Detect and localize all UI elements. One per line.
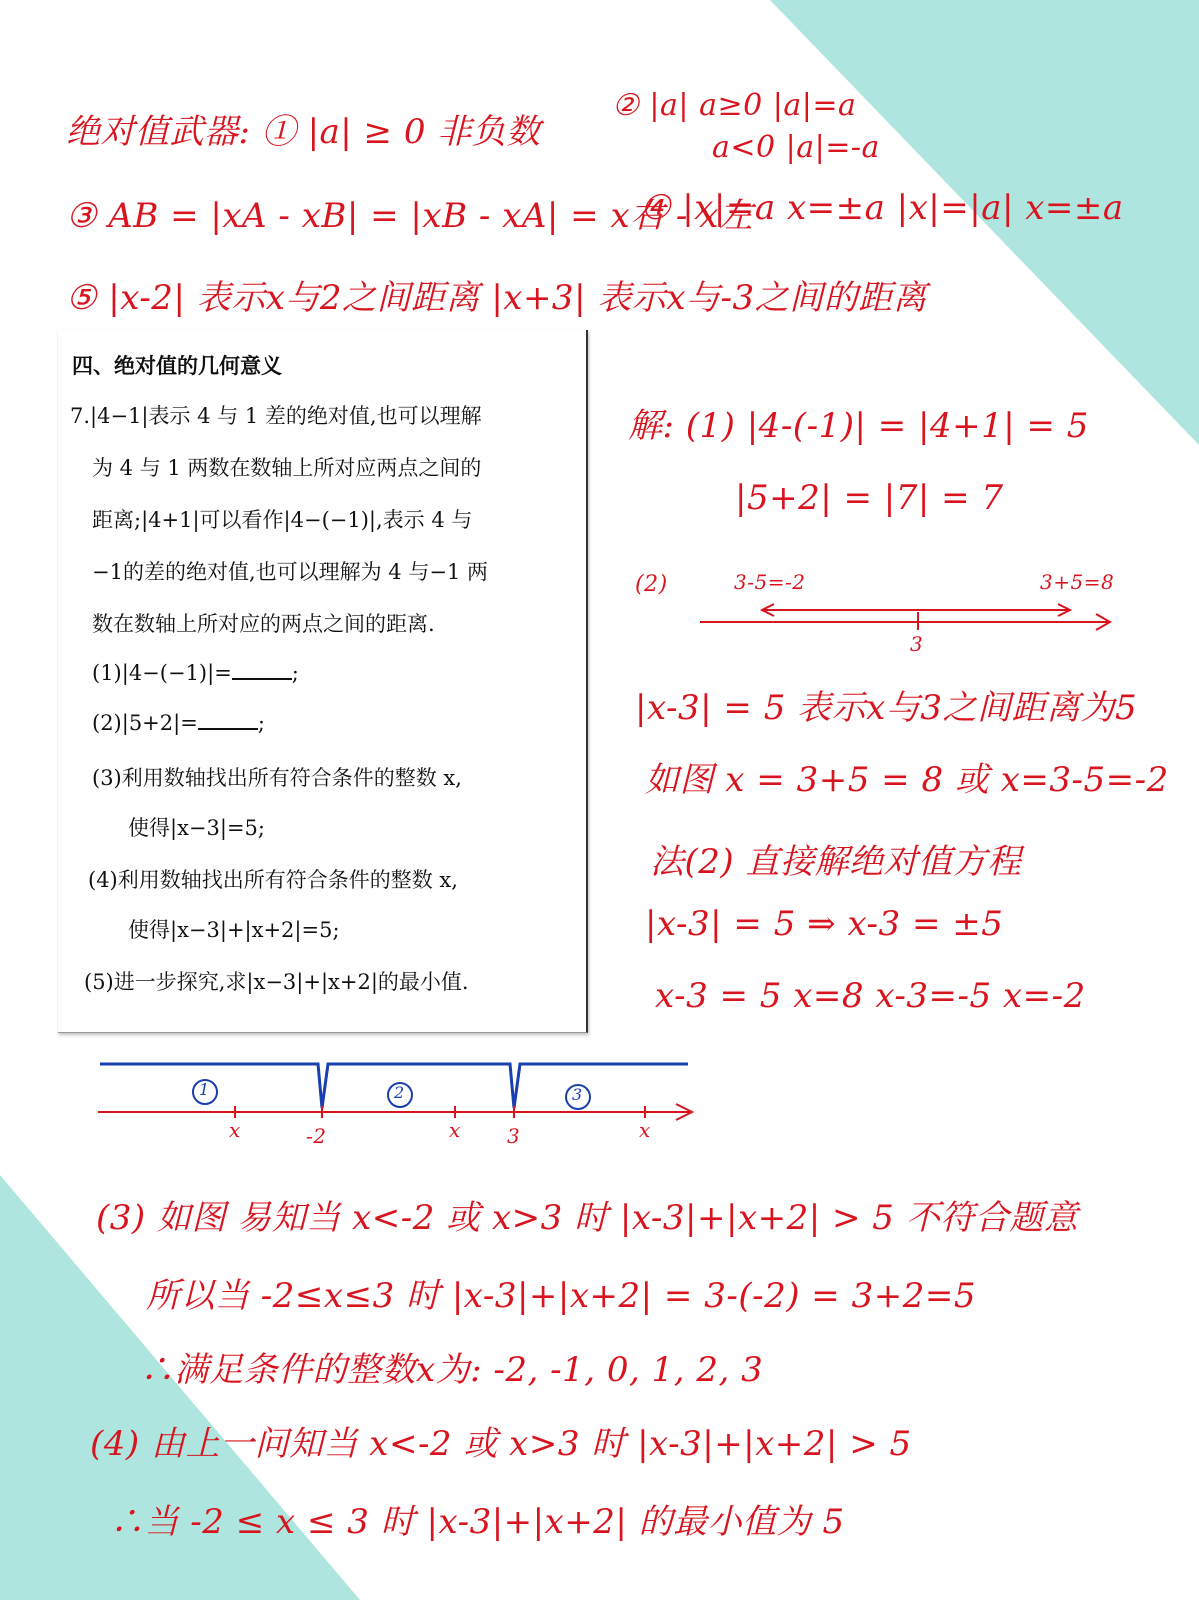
nl-mid-label: 3 [910, 632, 924, 656]
question-4a: (4)利用数轴找出所有符合条件的整数 x, [88, 868, 458, 892]
note-abs-equation: ④ |x|=a x=±a |x|=|a| x=±a [640, 188, 1124, 228]
sol-3-line-1: (3) 如图 易知当 x<-2 或 x>3 时 |x-3|+|x+2| > 5 不符合题意 [96, 1198, 1079, 1238]
sol-part-3-explain: |x-3| = 5 表示x与3之间距离为5 [635, 688, 1138, 728]
region-2-label: 2 [394, 1083, 405, 1102]
tick-label-x3: x [639, 1118, 651, 1142]
note-abs-weapon-2a: ② |a| a≥0 |a|=a [612, 88, 857, 123]
sol-part-1: 解: (1) |4-(-1)| = |4+1| = 5 [628, 406, 1089, 446]
sol-4-line-2: ∴当 -2 ≤ x ≤ 3 时 |x-3|+|x+2| 的最小值为 5 [110, 1502, 845, 1542]
sol-3-line-2: 所以当 -2≤x≤3 时 |x-3|+|x+2| = 3-(-2) = 3+2=5 [146, 1276, 976, 1316]
region-3-label: 3 [572, 1085, 583, 1104]
sol-part-1b: |5+2| = |7| = 7 [735, 478, 1004, 518]
note-distance-formula: ③ AB = |xA - xB| = |xB - xA| = x右 - x左 [66, 196, 754, 236]
note-geometric-meaning: ⑤ |x-2| 表示x与2之间距离 |x+3| 表示x与-3之间的距离 [66, 278, 928, 318]
sol-part-2-label: (2) [635, 572, 668, 597]
question-2: (2)|5+2|= ; [92, 711, 265, 735]
sol-method-2-result: x-3 = 5 x=8 x-3=-5 x=-2 [655, 976, 1086, 1016]
question-1: (1)|4−(−1)|= ; [92, 661, 299, 685]
sol-method-2: 法(2) 直接解绝对值方程 [650, 842, 1022, 882]
question-5: (5)进一步探究,求|x−3|+|x+2|的最小值. [84, 970, 469, 994]
tick-label-3: 3 [507, 1124, 521, 1148]
note-abs-weapon-2b: a<0 |a|=-a [712, 130, 880, 165]
section-title: 四、绝对值的几何意义 [72, 354, 282, 378]
tick-label-x2: x [449, 1118, 461, 1142]
problem-line-2: 为 4 与 1 两数在数轴上所对应两点之间的 [92, 456, 482, 480]
problem-line-4: −1的差的绝对值,也可以理解为 4 与−1 两 [92, 560, 488, 584]
question-3a: (3)利用数轴找出所有符合条件的整数 x, [92, 766, 462, 790]
nl-left-label: 3-5=-2 [734, 570, 806, 594]
tick-label-minus2: -2 [306, 1124, 327, 1148]
nl-right-label: 3+5=8 [1040, 570, 1115, 594]
problem-line-5: 数在数轴上所对应的两点之间的距离. [92, 612, 435, 636]
sol-part-3-answer: 如图 x = 3+5 = 8 或 x=3-5=-2 [645, 760, 1169, 800]
note-abs-weapon-1: 绝对值武器: ① |a| ≥ 0 非负数 [66, 112, 541, 152]
problem-line-3: 距离;|4+1|可以看作|4−(−1)|,表示 4 与 [92, 508, 473, 532]
problem-line-1: 7.|4−1|表示 4 与 1 差的绝对值,也可以理解 [70, 404, 482, 428]
region-1-label: 1 [199, 1080, 210, 1099]
sol-3-line-3: ∴满足条件的整数x为: -2, -1, 0, 1, 2, 3 [140, 1350, 764, 1390]
tick-label-x1: x [229, 1118, 241, 1142]
question-3b: 使得|x−3|=5; [128, 816, 265, 840]
question-4b: 使得|x−3|+|x+2|=5; [128, 918, 340, 942]
sol-4-line-1: (4) 由上一问知当 x<-2 或 x>3 时 |x-3|+|x+2| > 5 [90, 1424, 912, 1464]
sol-method-2-eq: |x-3| = 5 ⇒ x-3 = ±5 [645, 904, 1004, 944]
